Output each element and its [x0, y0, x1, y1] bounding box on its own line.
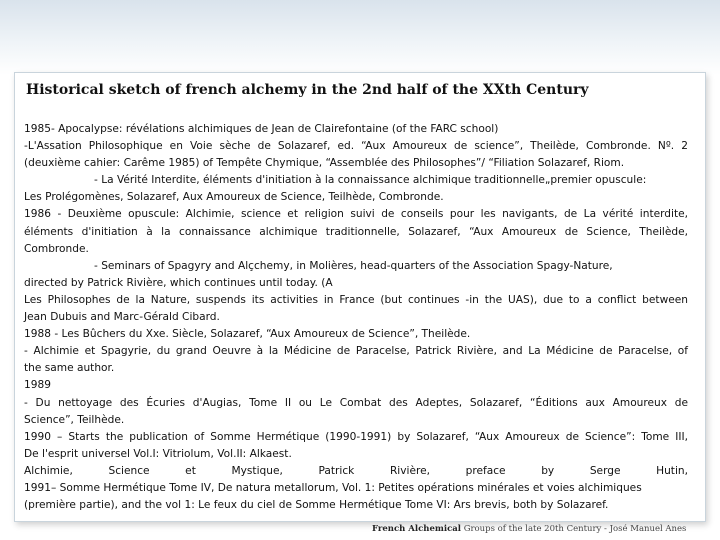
entry-1988-line1: 1988 - Les Bûchers du Xxe. Siècle, Solazaref, “Aux Amoureux de Science”, Theilède.	[24, 328, 471, 341]
footer-bold: French Alchemical	[372, 524, 461, 534]
entry-1988-line2: - Alchimie et Spagyrie, du grand Oeuvre à la Médicine de Paracelse, Patrick Rivière, and La Médicine de Paracelse, of	[24, 345, 688, 358]
footer-rest: Groups of the late 20th Century - José Manuel Anes	[461, 524, 687, 534]
slide-footer	[372, 524, 686, 534]
entry-1991-line2: (première partie), and the vol 1: Le feux du ciel de Somme Hermétique Tome VI: Ars brevis, both by Solazaref.	[24, 499, 609, 512]
entry-1985-apocalypse: 1985- Apocalypse: révélations alchimiques de Jean de Clairefontaine (of the FARC school)	[24, 123, 499, 135]
slide-title: Historical sketch of french alchemy in the 2nd half of the XXth Century	[26, 82, 589, 98]
entry-seminars-line1: - Seminars of Spagyry and Alçchemy, in Molières, head-quarters of the Association Spagy-Nature,	[94, 259, 613, 272]
entry-1990-line2: De l'esprit universel Vol.I: Vitriolum, Vol.II: Alkaest.	[24, 447, 292, 460]
entry-1985-verite-line2: Les Prolégomènes, Solazaref, Aux Amoureux de Science, Teilhède, Combronde.	[24, 191, 444, 204]
entry-1986-line3: Combronde.	[24, 242, 89, 255]
entry-1990-line3: Alchimie, Science et Mystique, Patrick Rivière, preface by Serge Hutin,	[24, 464, 688, 477]
entry-1989-line1: - Du nettoyage des Écuries d'Augias, Tome II ou Le Combat des Adeptes, Solazaref, “Éditions aux Amoureux de	[24, 396, 688, 409]
entry-1988-line3: the same author.	[24, 362, 115, 375]
entry-1986-line2: éléments d'initiation à la connaissance alchimique traditionnelle, Solazaref, “Aux Amoureux de Science, Theilède,	[24, 225, 688, 238]
entry-1989-line2: Science”, Teilhède.	[24, 413, 125, 426]
entry-1991-line1: 1991– Somme Hermétique Tome IV, De natura metallorum, Vol. 1: Petites opérations minérales et voies alchimiques	[24, 481, 642, 494]
entry-1985-assation-line1: -L'Assation Philosophique en Voie sèche de Solazaref, ed. “Aux Amoureux de science”, Theilède, Combronde. Nº. 2	[24, 140, 688, 153]
entry-seminars-line3: Les Philosophes de la Nature, suspends its activities in France (but continues -in the UAS), due to a conflict between	[24, 293, 688, 306]
entry-seminars-line4: Jean Dubuis and Marc-Gérald Cibard.	[24, 311, 220, 324]
entry-1989-heading: 1989	[24, 379, 51, 392]
entry-1985-verite-line1: - La Vérité Interdite, éléments d'initiation à la connaissance alchimique traditionnelle„premier opuscule:	[94, 174, 647, 187]
entry-1985-assation-line2: (deuxième cahier: Carême 1985) of Tempête Chymique, “Assemblée des Philosophes”/ “Filiation Solazaref, Riom.	[24, 157, 625, 170]
slide-body	[24, 121, 688, 514]
entry-1986-line1: 1986 - Deuxième opuscule: Alchimie, science et religion suivi de conseils pour les navigants, de La vérité interdite,	[24, 208, 688, 221]
entry-seminars-line2: directed by Patrick Rivière, which continues until today. (A	[24, 276, 333, 289]
entry-1990-line1: 1990 – Starts the publication of Somme Hermétique (1990-1991) by Solazaref, “Aux Amoureux de Science”: Tome III,	[24, 430, 688, 443]
